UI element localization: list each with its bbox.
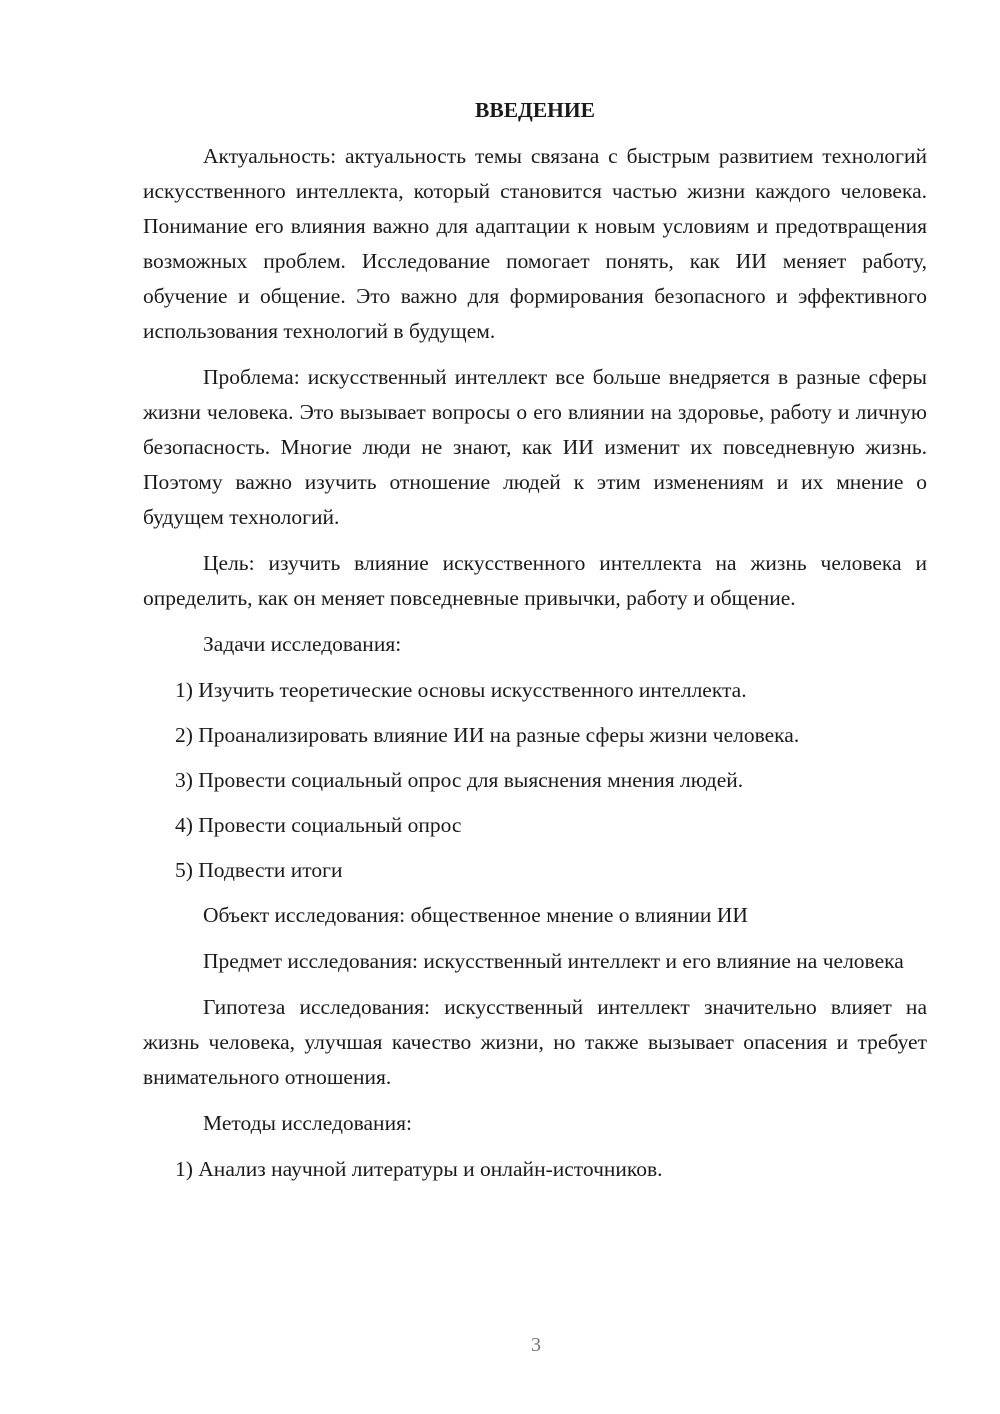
object-paragraph: Объект исследования: общественное мнение о влиянии ИИ bbox=[203, 903, 748, 927]
relevance-paragraph: Актуальность: актуальность темы связана с быстрым развитием технологий искусственного интеллекта, который становится частью жизни каждого человека. Понимание его влияния важно для адаптации к новым условиям и предотвращения возможных проблем. Исследование помогает понять, как ИИ меняет работу, обучение и общение. Это важно для формирования безопасного и эффективного использования технологий в будущем. bbox=[143, 144, 927, 343]
task-item: 2) Проанализировать влияние ИИ на разные сферы жизни человека. bbox=[175, 723, 800, 747]
section-title: ВВЕДЕНИЕ bbox=[475, 98, 595, 122]
task-item: 4) Провести социальный опрос bbox=[175, 813, 462, 837]
task-item: 3) Провести социальный опрос для выяснения мнения людей. bbox=[175, 768, 744, 792]
document-page bbox=[143, 94, 927, 1197]
methods-heading: Методы исследования: bbox=[203, 1111, 412, 1135]
subject-paragraph: Предмет исследования: искусственный интеллект и его влияние на человека bbox=[203, 949, 904, 973]
tasks-heading: Задачи исследования: bbox=[203, 632, 402, 656]
page-number: 3 bbox=[531, 1334, 541, 1356]
task-item: 5) Подвести итоги bbox=[175, 858, 343, 882]
problem-paragraph: Проблема: искусственный интеллект все больше внедряется в разные сферы жизни человека. Это вызывает вопросы о его влиянии на здоровье, работу и личную безопасность. Многие люди не знают, как ИИ изменит их повседневную жизнь. Поэтому важно изучить отношение людей к этим изменениям и их мнение о будущем технологий. bbox=[143, 365, 927, 529]
task-item: 1) Изучить теоретические основы искусственного интеллекта. bbox=[175, 678, 747, 702]
goal-paragraph: Цель: изучить влияние искусственного интеллекта на жизнь человека и определить, как он меняет повседневные привычки, работу и общение. bbox=[143, 551, 927, 610]
method-item: 1) Анализ научной литературы и онлайн-источников. bbox=[175, 1157, 663, 1181]
hypothesis-paragraph: Гипотеза исследования: искусственный интеллект значительно влияет на жизнь человека, улучшая качество жизни, но также вызывает опасения и требует внимательного отношения. bbox=[143, 995, 927, 1089]
